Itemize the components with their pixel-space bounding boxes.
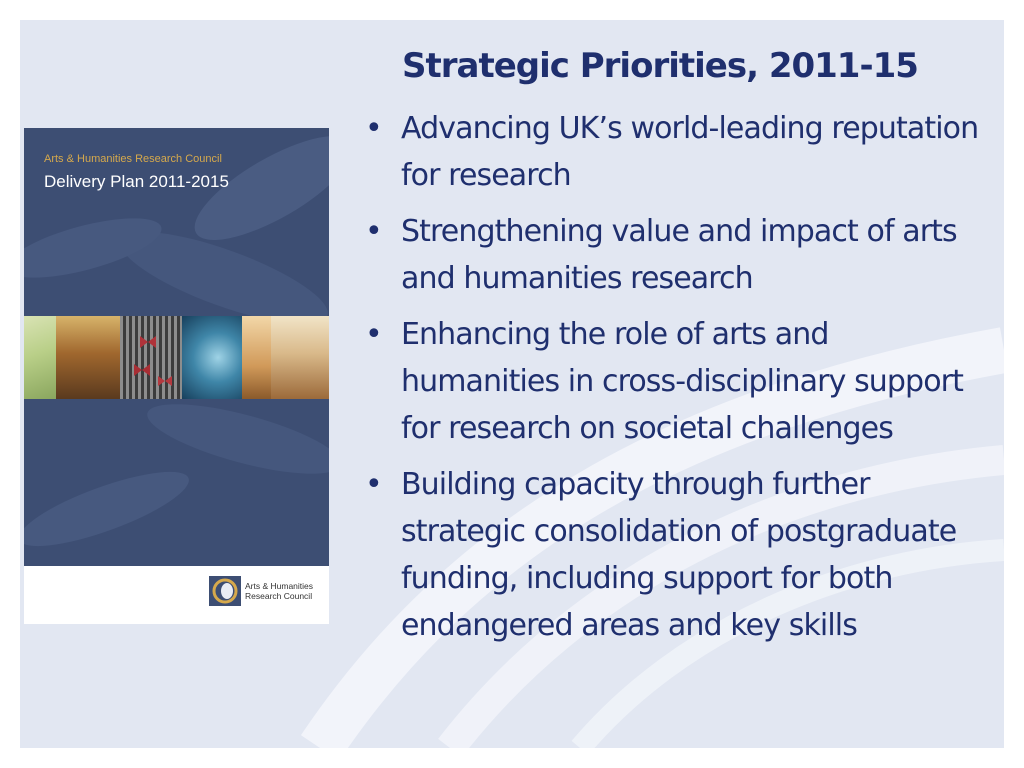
bullet-icon: •: [365, 111, 382, 146]
priority-item-3: [361, 311, 991, 452]
ahrc-logo-icon: [209, 576, 241, 606]
delivery-plan-cover-image: [24, 128, 329, 624]
cover-photo-arch: [271, 316, 329, 399]
cover-bottom-panel: [24, 399, 329, 566]
bullet-icon: •: [365, 317, 382, 352]
logo-text-line1: Arts & Humanities: [245, 581, 314, 591]
slide: [20, 20, 1004, 748]
cover-plan-title: Delivery Plan 2011-2015: [44, 172, 229, 191]
cover-photo-dancers: [56, 316, 120, 399]
cover-photo-butterflies: [120, 316, 182, 399]
cover-photo-leaves: [24, 316, 56, 399]
cover-photo-circuit: [182, 316, 242, 399]
cover-photo-strip: [24, 316, 329, 399]
ahrc-logo: [209, 576, 313, 606]
priority-text: Advancing UK’s world-leading reputation for research: [401, 111, 979, 193]
priority-text: Strengthening value and impact of arts and humanities research: [401, 214, 957, 296]
priority-text: Building capacity through further strategic consolidation of postgraduate funding, including support for both endangered areas and key skills: [401, 467, 957, 643]
priority-item-4: [361, 461, 991, 649]
bullet-icon: •: [365, 214, 382, 249]
priorities-list: [361, 105, 991, 658]
priority-text: Enhancing the role of arts and humanities in cross-disciplinary support for research on societal challenges: [401, 317, 963, 446]
cover-council-name: Arts & Humanities Research Council: [44, 153, 222, 165]
ahrc-logo-text: [245, 581, 313, 601]
slide-title: Strategic Priorities, 2011-15: [402, 46, 918, 86]
cover-top-panel: [24, 128, 329, 316]
logo-text-line2: Research Council: [245, 591, 313, 601]
priority-item-2: [361, 208, 991, 302]
priority-item-1: [361, 105, 991, 199]
cover-photo-figure: [242, 316, 271, 399]
bullet-icon: •: [365, 467, 382, 502]
